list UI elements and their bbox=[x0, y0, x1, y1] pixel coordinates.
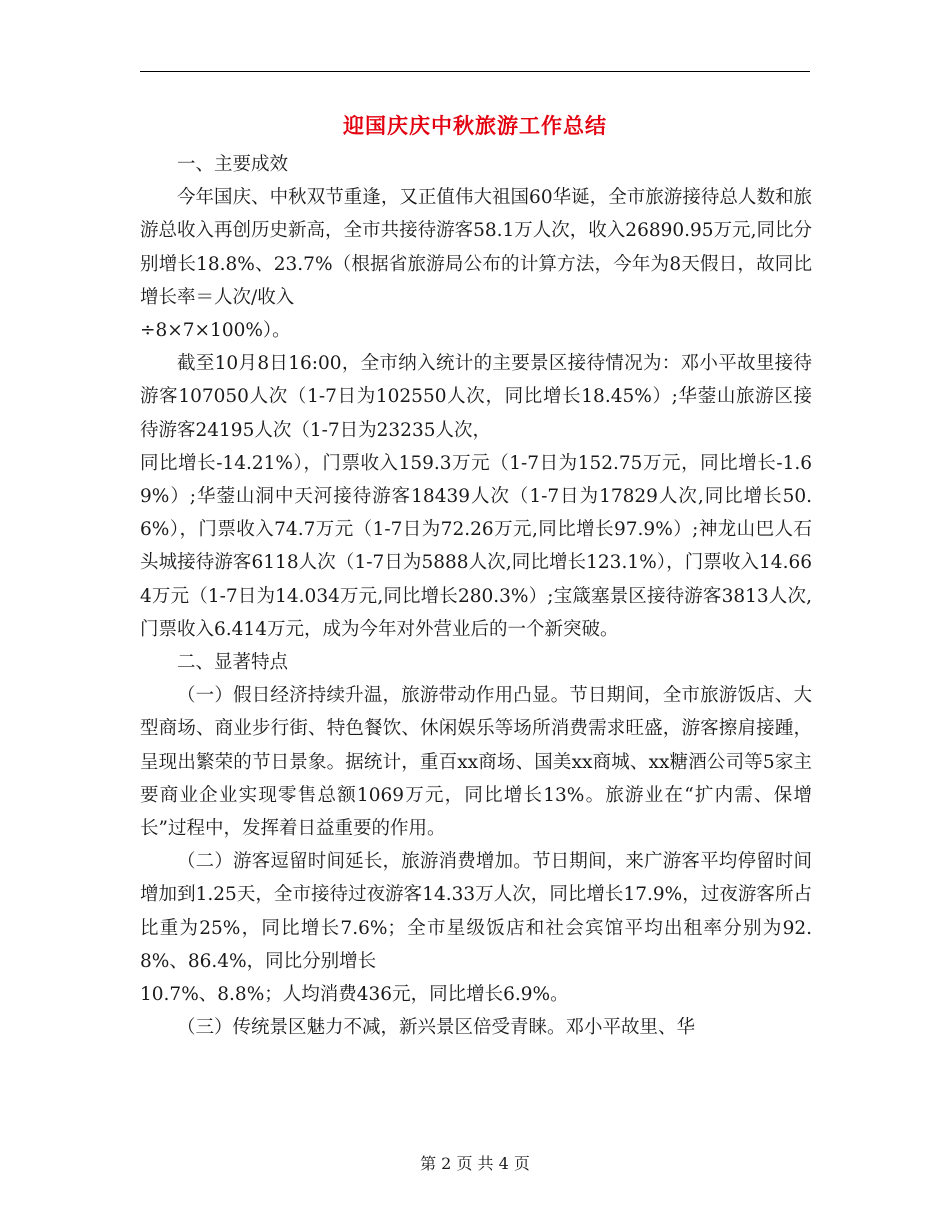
document-body bbox=[140, 148, 812, 1044]
paragraph-feature-1: （一）假日经济持续升温，旅游带动作用凸显。节日期间，全市旅游饭店、大型商场、商业步行街、特色餐饮、休闲娱乐等场所消费需求旺盛，游客擦肩接踵，呈现出繁荣的节日景象。据统计，重百xx商场、国美xx商城、xx糖酒公司等5家主要商业企业实现零售总额1069万元，同比增长13%。旅游业在“扩内需、保增长”过程中，发挥着日益重要的作用。 bbox=[140, 685, 812, 840]
document-title: 迎国庆庆中秋旅游工作总结 bbox=[343, 113, 607, 138]
section-heading-features: 二、显著特点 bbox=[177, 652, 289, 674]
paragraph-feature-3: （三）传统景区魅力不减，新兴景区倍受青睐。邓小平故里、华 bbox=[177, 1017, 696, 1039]
paragraph-scenic-spots: 截至10月8日16:00，全市纳入统计的主要景区接待情况为：邓小平故里接待游客107050人次（1-7日为102550人次，同比增长18.45%）;华蓥山旅游区接待游客24195人次（1-7日为23235人次， 同比增长-14.21%），门票收入159.3万元（1-7日为152.75万元，同比增长-1.69%）;华蓥山洞中天河接待游客18439人次（1-7日为17829人次,同比增长50.6%），门票收入74.7万元（1-7日为72.26万元,同比增长97.9%）;神龙山巴人石头城接待游客6118人次（1-7日为5888人次,同比增长123.1%），门票收入14.664万元（1-7日为14.034万元,同比增长280.3%）;宝箴塞景区接待游客3813人次,门票收入6.414万元，成为今年对外营业后的一个新突破。 bbox=[140, 353, 812, 640]
paragraph-feature-2: （二）游客逗留时间延长，旅游消费增加。节日期间，来广游客平均停留时间增加到1.25天，全市接待过夜游客14.33万人次，同比增长17.9%，过夜游客所占比重为25%，同比增长7.6%；全市星级饭店和社会宾馆平均出租率分别为92.8%、86.4%，同比分别增长 10.7%、8.8%；人均消费436元，同比增长6.9%。 bbox=[140, 851, 812, 1006]
section-heading-achievements: 一、主要成效 bbox=[177, 154, 289, 175]
paragraph-overview: 今年国庆、中秋双节重逢，又正值伟大祖国60华诞，全市旅游接待总人数和旅游总收入再创历史新高，全市共接待游客58.1万人次，收入26890.95万元,同比分别增长18.8%、23.7%（根据省旅游局公布的计算方法，今年为8天假日，故同比增长率＝人次/收入 ÷8×7×100%）。 bbox=[140, 187, 812, 342]
header-rule bbox=[140, 71, 810, 72]
page-footer: 第 2 页 共 4 页 bbox=[420, 1154, 530, 1173]
